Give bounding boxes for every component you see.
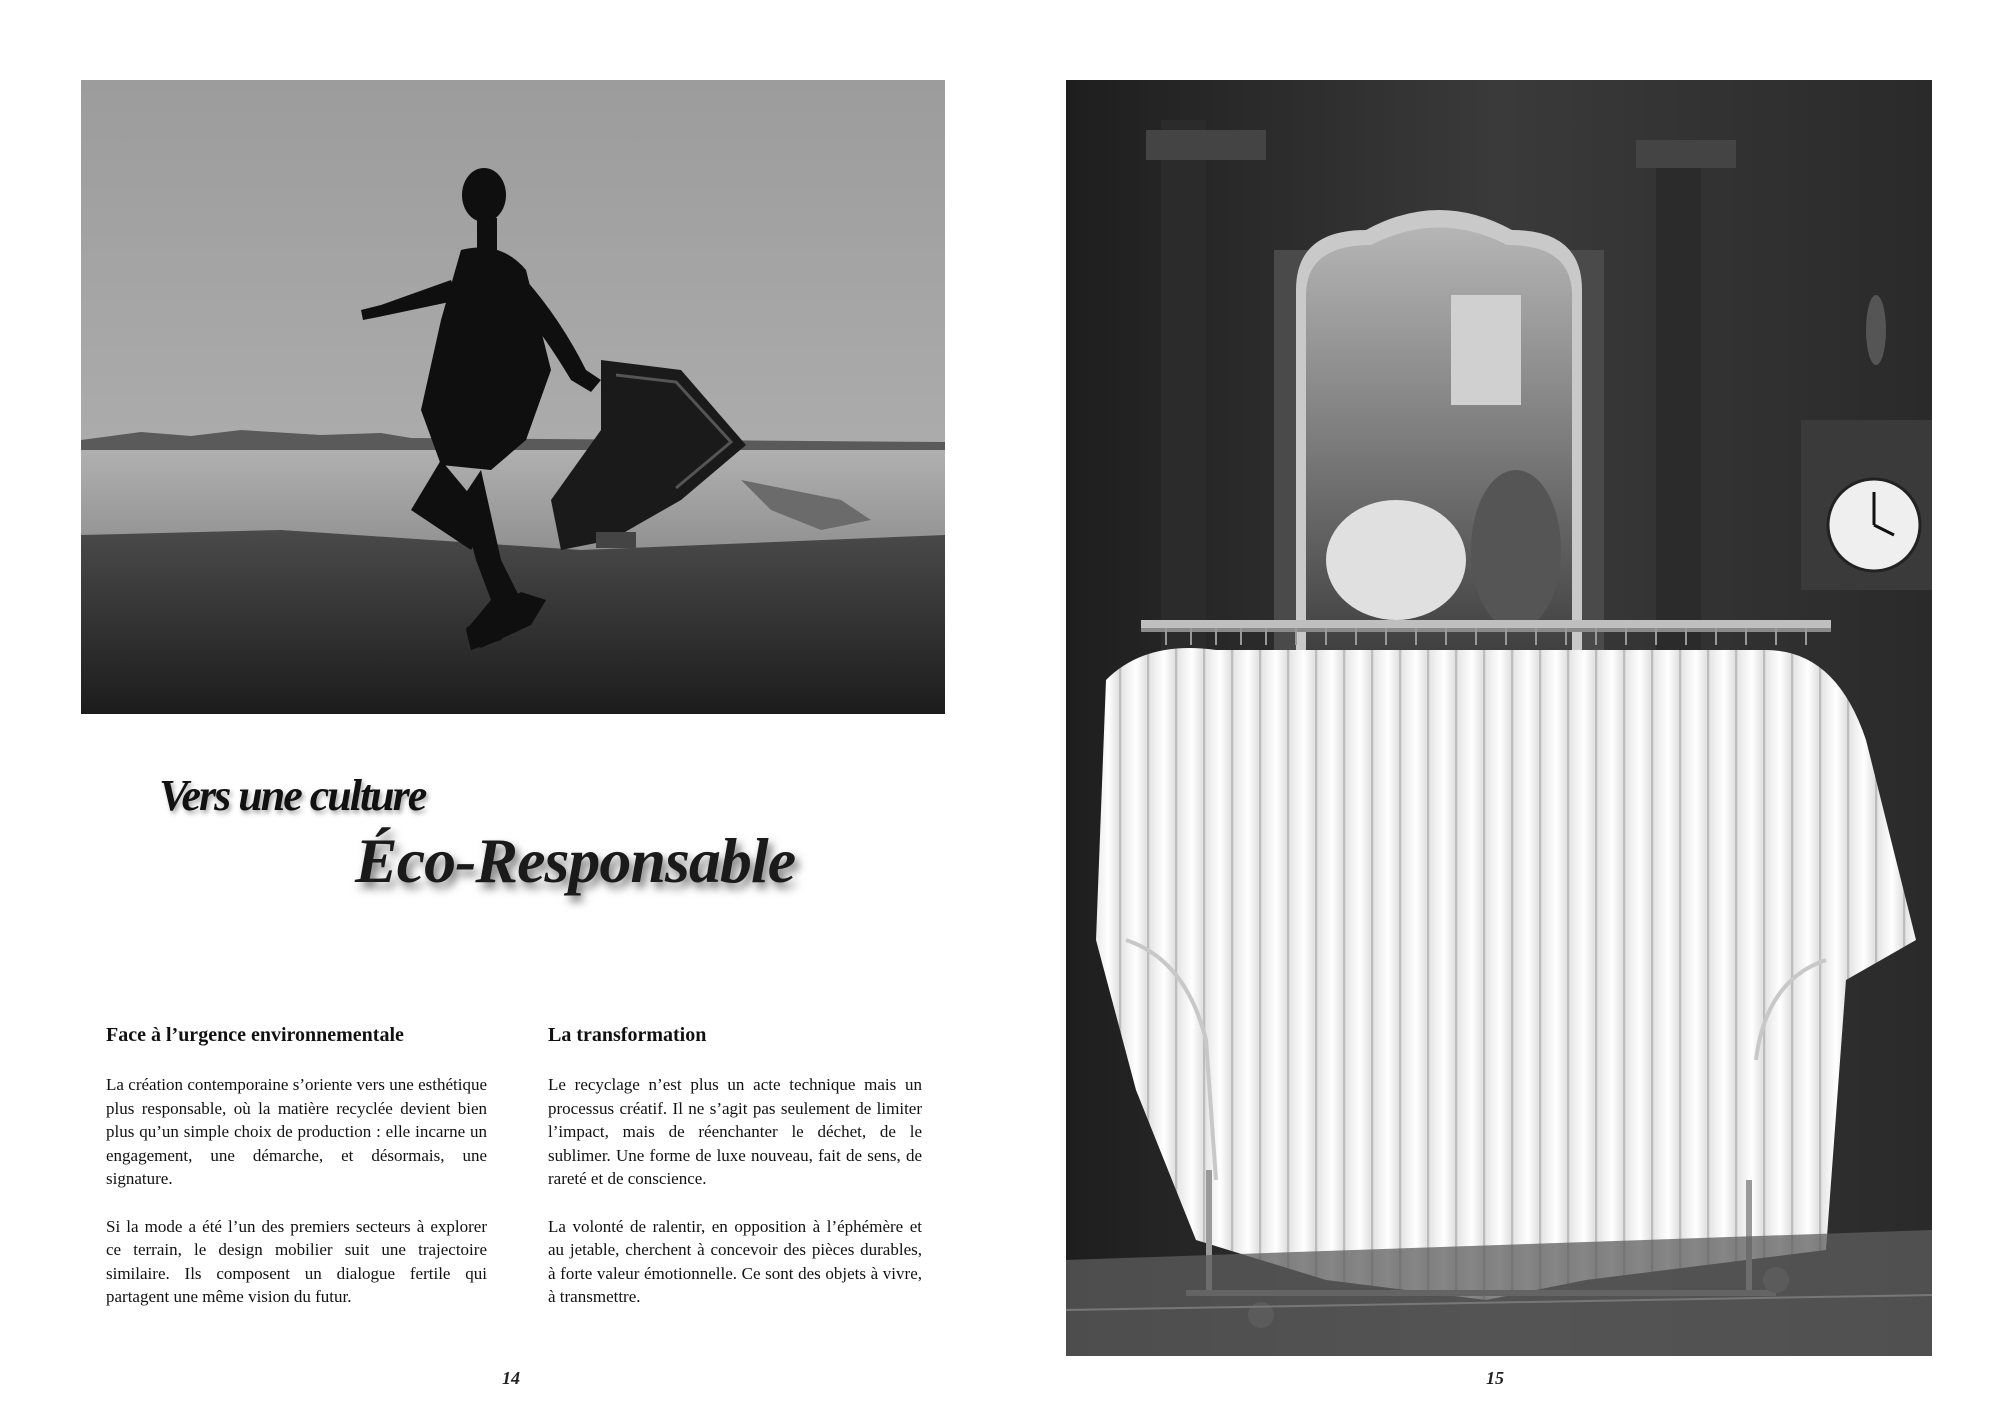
title-line-2: Éco-Responsable [355,825,796,896]
woman-carrying-case-photo-icon [81,80,945,714]
text-column-2 [548,1024,922,1333]
column-paragraph: La création contemporaine s’oriente vers une esthétique plus responsable, où la matière recyclée devient bien plus qu’un simple choix de production : elle incarne un engagement, une démarche, et désormais, une signature. [106,1075,487,1188]
right-page-photo [1066,80,1932,1356]
vestments-on-rack-photo-icon [1066,80,1932,1356]
column-paragraph: Le recyclage n’est plus un acte technique mais un processus créatif. Il ne s’agit pas seulement de limiter l’impact, mais de réenchanter le déchet, de le sublimer. Une forme de luxe nouveau, fait de sens, de rareté et de conscience. [548,1075,922,1188]
title-line-1: Vers une culture [159,771,426,820]
column-heading: La transformation [548,1024,707,1046]
text-column-1 [106,1024,487,1333]
page-number-right: 15 [1486,1368,1504,1388]
column-heading: Face à l’urgence environnementale [106,1024,404,1046]
page-number-left: 14 [502,1368,520,1388]
left-page-photo [81,80,945,714]
column-paragraph: Si la mode a été l’un des premiers secteurs à explorer ce terrain, le design mobilier suit une trajectoire similaire. Ils composent un dialogue fertile qui partagent une même vision du futur. [106,1216,487,1306]
column-paragraph: La volonté de ralentir, en opposition à l’éphémère et au jetable, cherchent à concevoir des pièces durables, à forte valeur émotionnelle. Ce sont des objets à vivre, à transmettre. [548,1216,922,1306]
article-title [155,770,855,920]
